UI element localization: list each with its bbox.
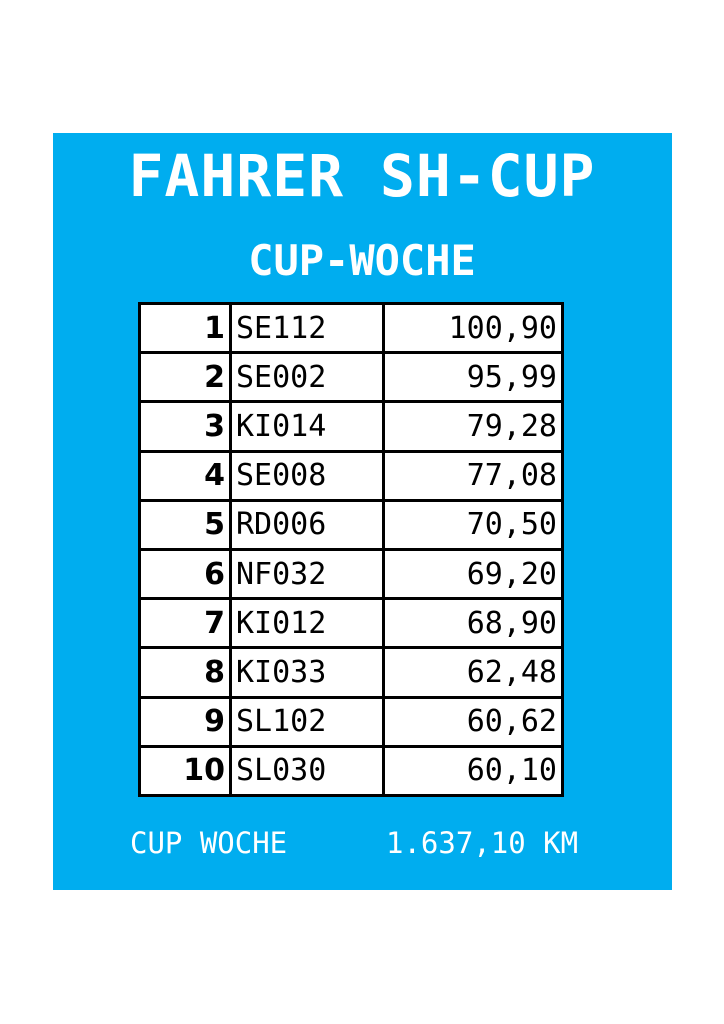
driver-code-cell: KI033 [231, 648, 384, 697]
table-row [140, 451, 563, 500]
driver-code-cell: RD006 [231, 500, 384, 549]
table-row [140, 648, 563, 697]
total-value: 1.637,10 KM [386, 826, 579, 860]
driver-code-cell: SE002 [231, 353, 384, 402]
distance-cell: 60,10 [384, 746, 563, 795]
distance-cell: 77,08 [384, 451, 563, 500]
rank-cell: 3 [140, 402, 231, 451]
page-title: FAHRER SH-CUP [128, 142, 596, 210]
rank-cell: 5 [140, 500, 231, 549]
distance-cell: 68,90 [384, 599, 563, 648]
rank-cell: 10 [140, 746, 231, 795]
rank-cell: 6 [140, 549, 231, 598]
distance-cell: 60,62 [384, 697, 563, 746]
distance-cell: 69,20 [384, 549, 563, 598]
table-row [140, 599, 563, 648]
table-row [140, 697, 563, 746]
table-row [140, 549, 563, 598]
driver-code-cell: SL030 [231, 746, 384, 795]
driver-code-cell: SE112 [231, 304, 384, 353]
rank-cell: 4 [140, 451, 231, 500]
table-row [140, 746, 563, 795]
page-subtitle: CUP-WOCHE [248, 236, 476, 285]
distance-cell: 70,50 [384, 500, 563, 549]
driver-code-cell: KI014 [231, 402, 384, 451]
rank-cell: 9 [140, 697, 231, 746]
table-row [140, 402, 563, 451]
rank-cell: 8 [140, 648, 231, 697]
rank-cell: 2 [140, 353, 231, 402]
rank-cell: 7 [140, 599, 231, 648]
table-row [140, 304, 563, 353]
distance-cell: 100,90 [384, 304, 563, 353]
driver-code-cell: SE008 [231, 451, 384, 500]
total-label: CUP WOCHE [130, 826, 288, 860]
table-row [140, 353, 563, 402]
results-table [138, 302, 564, 797]
distance-cell: 62,48 [384, 648, 563, 697]
driver-code-cell: SL102 [231, 697, 384, 746]
distance-cell: 95,99 [384, 353, 563, 402]
rank-cell: 1 [140, 304, 231, 353]
driver-code-cell: KI012 [231, 599, 384, 648]
driver-code-cell: NF032 [231, 549, 384, 598]
table-row [140, 500, 563, 549]
distance-cell: 79,28 [384, 402, 563, 451]
